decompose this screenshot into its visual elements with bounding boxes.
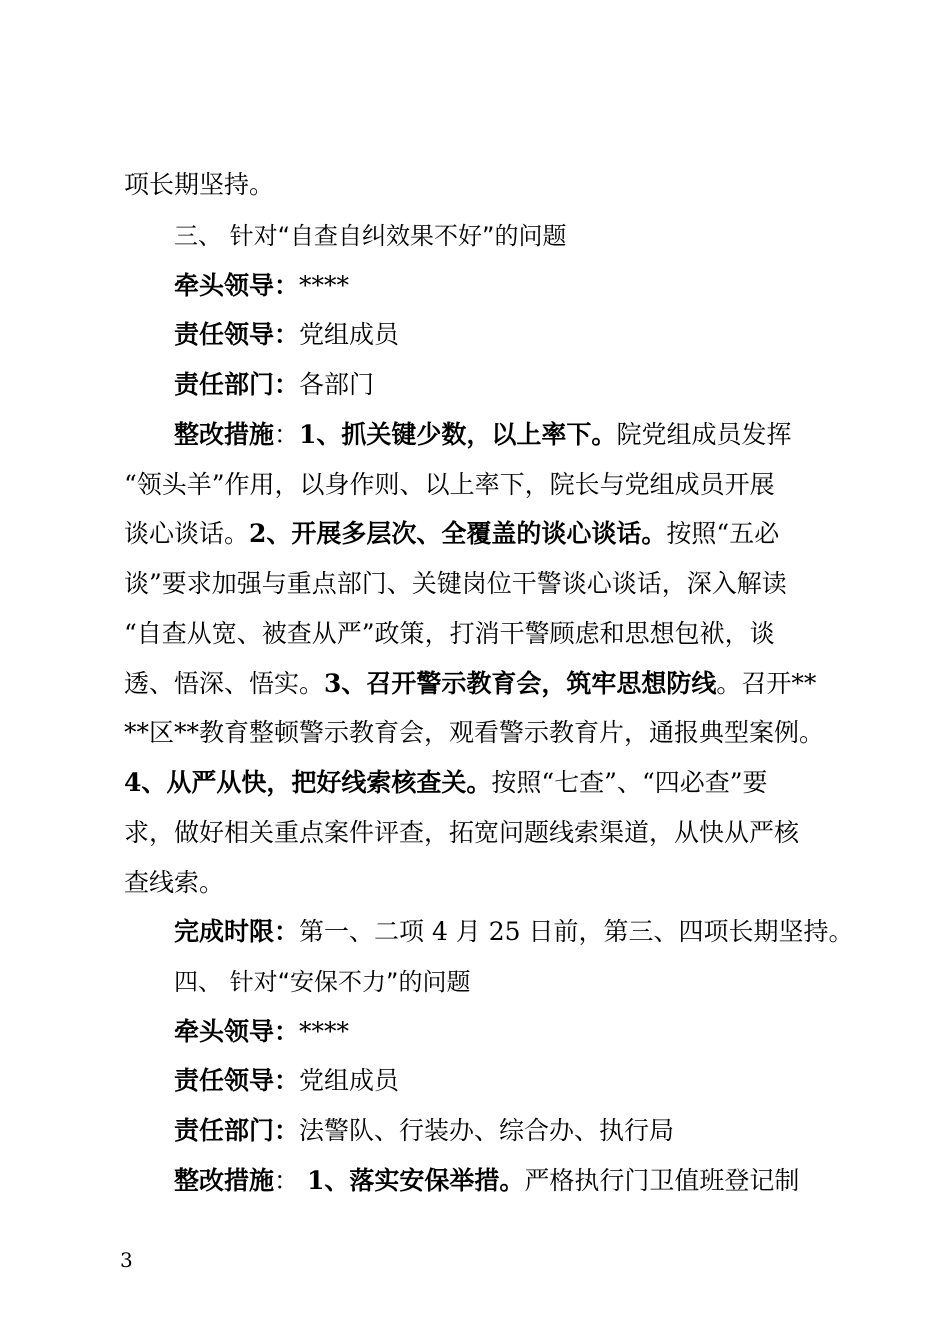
bold-text-run: 1、抓关键少数，以上率下。 xyxy=(299,420,617,449)
text-run: 党组成员 xyxy=(299,320,400,349)
measures-text-line xyxy=(124,868,224,898)
bold-text-run: 4、从严从快，把好线索核查关。 xyxy=(124,768,492,797)
measures-text-line xyxy=(124,718,824,748)
lead-leader-line xyxy=(174,1017,349,1047)
paragraph-line-continuation xyxy=(124,170,274,200)
responsible-department-line xyxy=(174,370,374,400)
lead-leader-line xyxy=(174,271,349,301)
text-run: 党组成员 xyxy=(299,1066,400,1095)
bold-text-run: 整改措施 xyxy=(174,420,275,449)
text-run: **** xyxy=(299,271,350,300)
measures-text-line xyxy=(124,519,779,549)
text-run: 严格执行门卫值班登记制 xyxy=(524,1166,800,1195)
bold-text-run: 完成时限： xyxy=(174,917,300,946)
measures-text-line xyxy=(124,619,775,649)
text-run: 第一、二项 4 月 25 日前，第三、四项长期坚持。 xyxy=(299,917,854,946)
text-run: 谈心谈话。 xyxy=(124,519,250,548)
deadline-line xyxy=(174,917,854,947)
responsible-leader-line xyxy=(174,320,399,350)
text-run: 法警队、行装办、综合办、执行局 xyxy=(299,1116,675,1145)
responsible-leader-line xyxy=(174,1066,399,1096)
text-run: 透、悟深、悟实。 xyxy=(124,669,325,698)
measures-text-line xyxy=(124,818,799,848)
measures-text-line xyxy=(124,669,816,699)
text-run: 按照“五必 xyxy=(666,519,780,548)
text-run: 院党组成员发挥 xyxy=(616,420,792,449)
text-run: **** xyxy=(299,1017,350,1046)
text-run: 谈”要求加强与重点部门、关键岗位干警谈心谈话，深入解读 xyxy=(124,569,787,598)
text-run: 查线索。 xyxy=(124,868,225,897)
section-heading-3 xyxy=(174,221,567,251)
rectification-measures-line xyxy=(174,1166,799,1196)
measures-text-line xyxy=(124,768,768,798)
text-run: 四、 针对“安保不力”的问题 xyxy=(174,968,471,996)
bold-text-run: 整改措施 xyxy=(174,1166,275,1195)
measures-text-line xyxy=(124,569,787,599)
responsible-department-line xyxy=(174,1116,674,1146)
bold-text-run: 牵头领导： xyxy=(174,1017,300,1046)
page-number: 3 xyxy=(120,1248,133,1272)
text-run: ： xyxy=(274,1166,307,1195)
bold-text-run: 牵头领导： xyxy=(174,271,300,300)
text-run: 各部门 xyxy=(299,370,375,399)
bold-text-run: 1、落实安保举措。 xyxy=(306,1166,525,1195)
text-run: “自查从宽、被查从严”政策，打消干警顾虑和思想包袱，谈 xyxy=(124,619,775,648)
text-run: 求，做好相关重点案件评查，拓宽问题线索渠道，从快从严核 xyxy=(124,818,800,847)
text-run: 按照“七查”、“四必查”要 xyxy=(491,768,768,797)
text-run: “领头羊”作用，以身作则、以上率下，院长与党组成员开展 xyxy=(124,470,775,499)
bold-text-run: 责任领导： xyxy=(174,320,300,349)
bold-text-run: 2、开展多层次、全覆盖的谈心谈话。 xyxy=(249,519,667,548)
text-run: ： xyxy=(274,420,300,449)
bold-text-run: 责任部门： xyxy=(174,370,300,399)
measures-text-line xyxy=(124,470,775,500)
bold-text-run: 责任部门： xyxy=(174,1116,300,1145)
section-heading-4 xyxy=(174,967,471,997)
text-run: 项长期坚持。 xyxy=(124,170,275,199)
text-run: 。召开** xyxy=(716,669,817,698)
rectification-measures-line xyxy=(174,420,791,450)
text-run: **区**教育整顿警示教育会，观看警示教育片，通报典型案例。 xyxy=(124,718,825,747)
text-run: 三、 针对“自查自纠效果不好”的问题 xyxy=(174,222,567,250)
bold-text-run: 责任领导： xyxy=(174,1066,300,1095)
bold-text-run: 3、召开警示教育会，筑牢思想防线 xyxy=(324,669,717,698)
